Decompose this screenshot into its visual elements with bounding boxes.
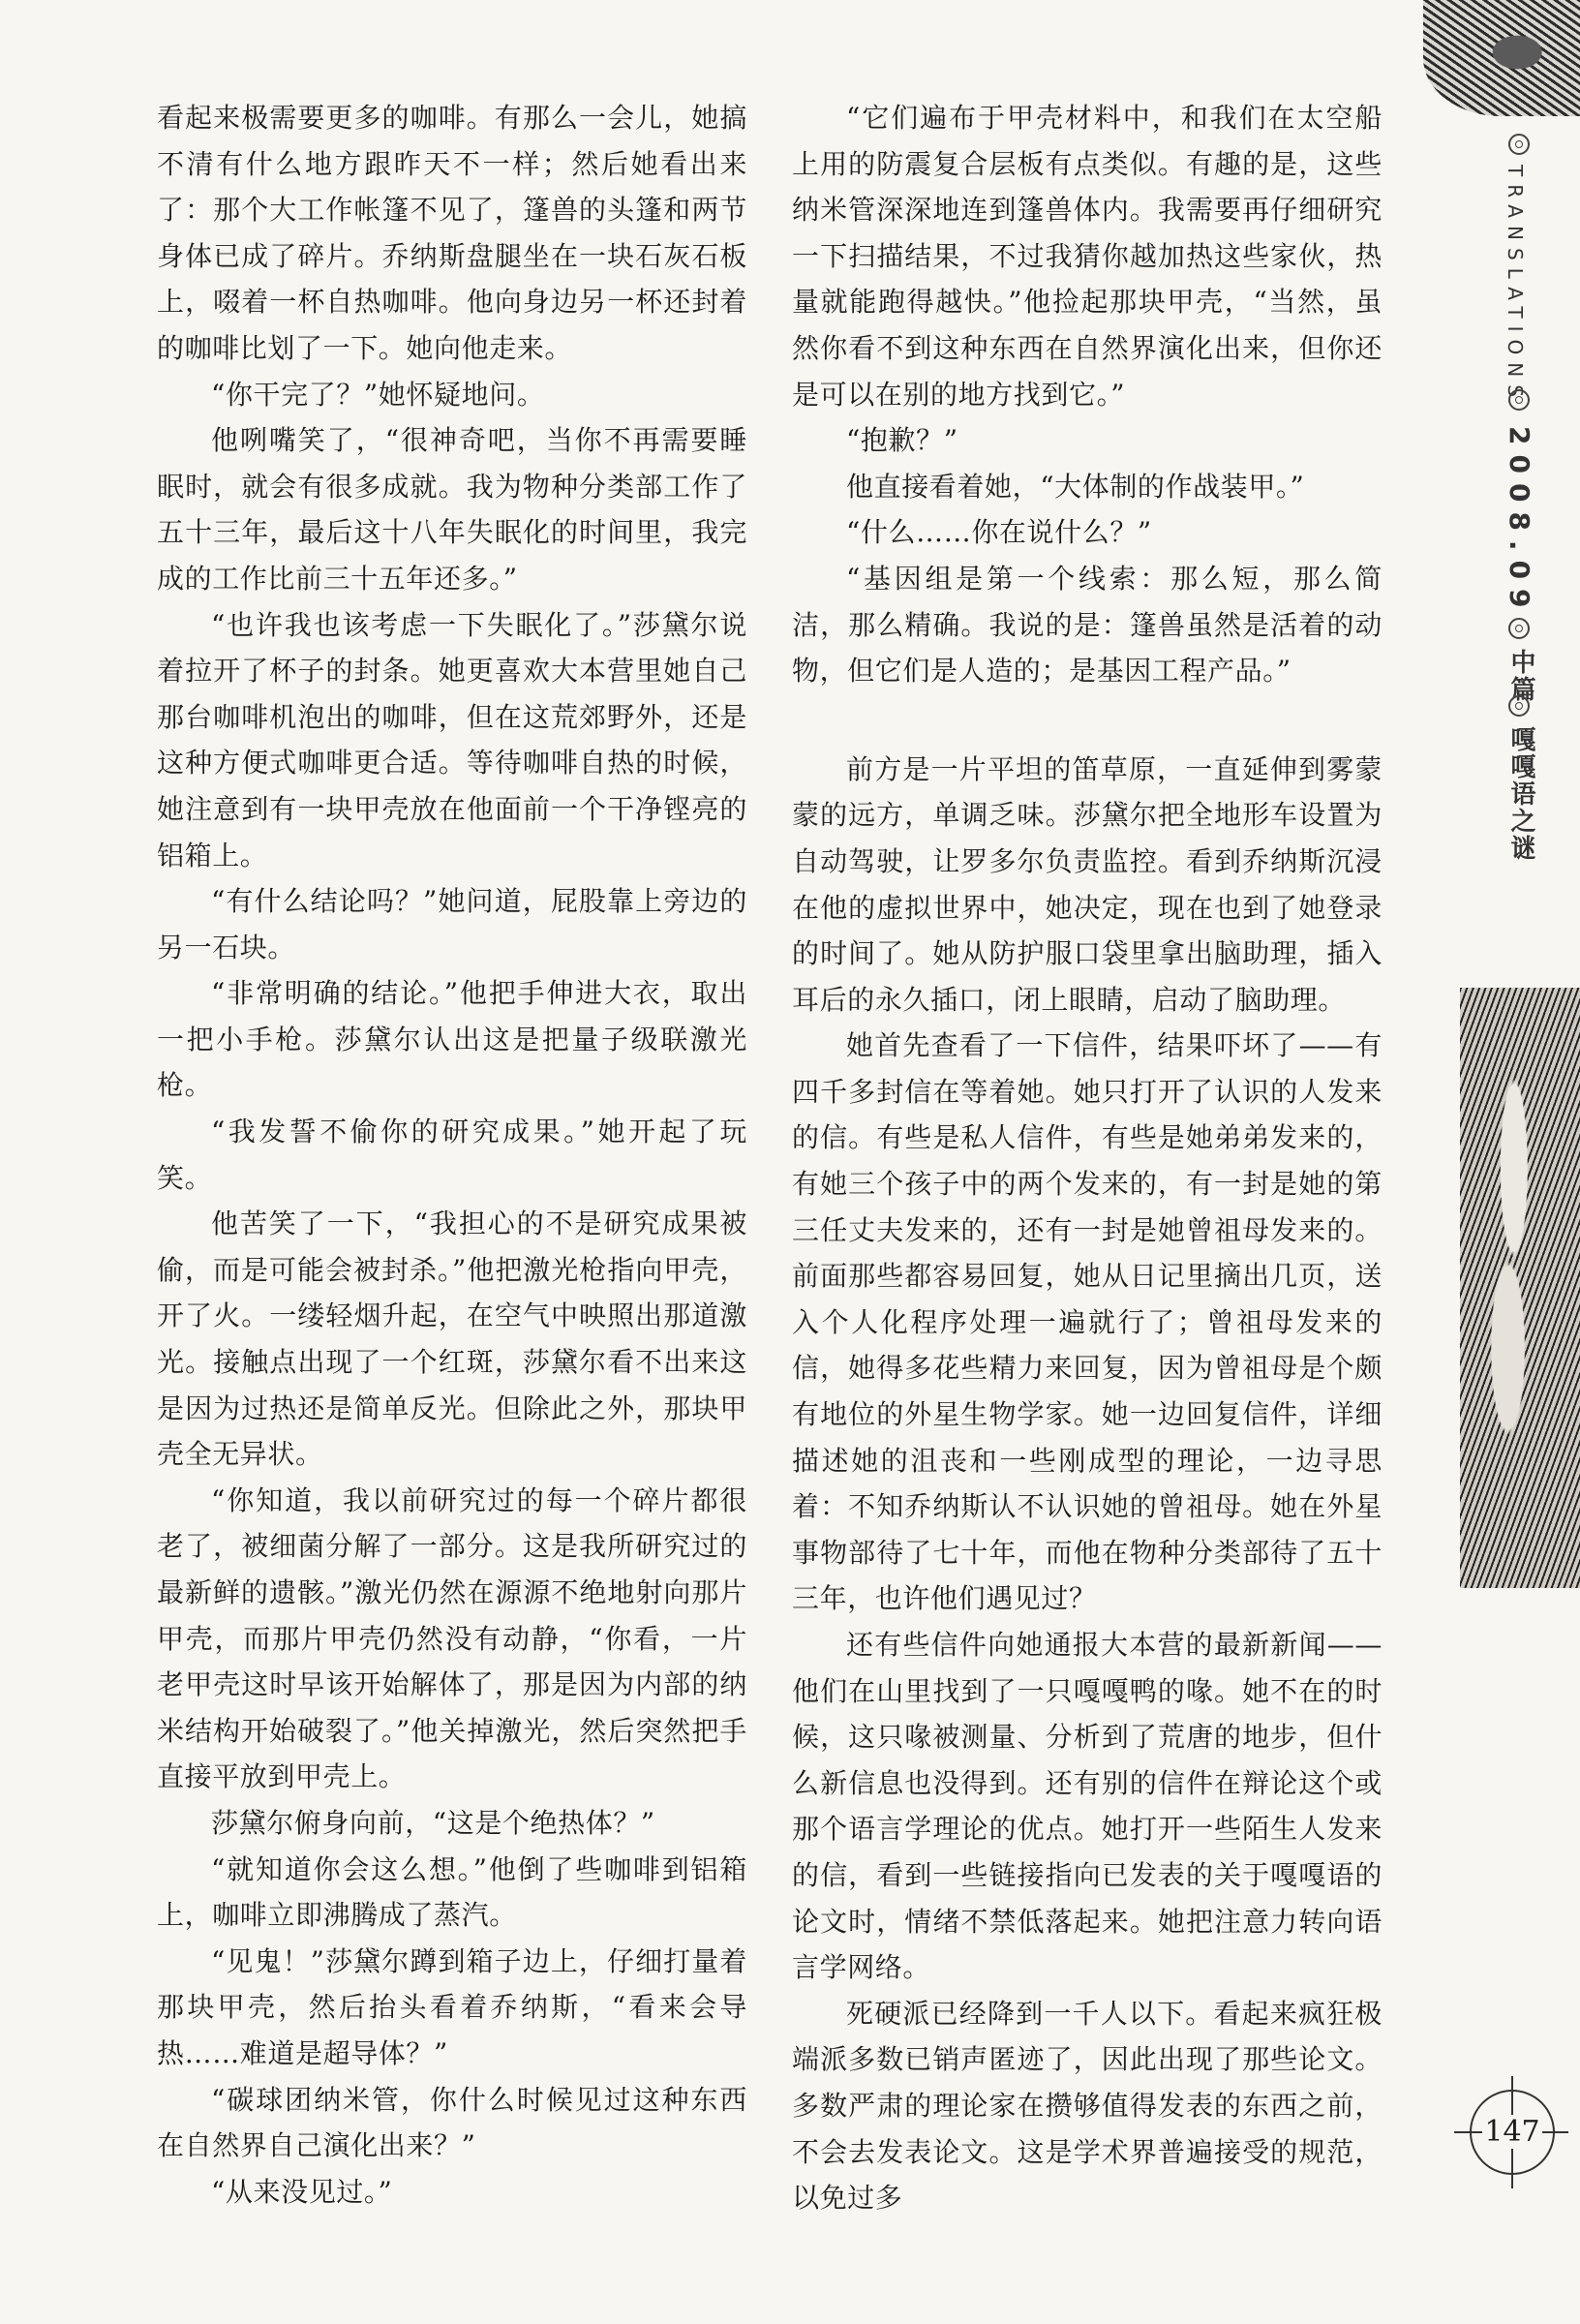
page-number-badge: [1470, 2090, 1555, 2175]
paragraph: “有什么结论吗？”她问道，屁股靠上旁边的另一石块。: [157, 885, 747, 963]
page-number: 147: [1484, 2115, 1540, 2149]
paragraph: 莎黛尔俯身向前，“这是个绝热体？”: [211, 1806, 655, 1839]
side-illustration: [1460, 988, 1580, 1588]
paragraph: “基因组是第一个线索：那么短，那么简洁，那么精确。我说的是：篷兽虽然是活着的动物，但它们是人造的；是基因工程产品。”: [792, 562, 1382, 688]
paragraph: 前方是一片平坦的笛草原，一直延伸到雾蒙蒙的远方，单调乏味。莎黛尔把全地形车设置为自动驾驶，让罗多尔负责监控。看到乔纳斯沉浸在他的虚拟世界中，她决定，现在也到了她登录的时间了。她从防护服口袋里拿出脑助理，插入耳后的永久插口，闭上眼睛，启动了脑助理。: [792, 752, 1382, 1016]
circle-ornament-icon: [1508, 618, 1530, 639]
paragraph: 死硬派已经降到一千人以下。看起来疯狂极端派多数已销声匿迹了，因此出现了那些论文。多数严肃的理论家在攒够值得发表的东西之前，不会去发表论文。这是学术界普遍接受的规范，以免过多: [792, 1997, 1382, 2215]
paragraph: 她首先查看了一下信件，结果吓坏了——有四千多封信在等着她。她只打开了认识的人发来的信。有些是私人信件，有些是她弟弟发来的，有她三个孩子中的两个发来的，有一封是她的第三任丈夫发来的，还有一封是她曾祖母发来的。前面那些都容易回复，她从日记里摘出几页，送入个人化程序处理一遍就行了；曾祖母发来的信，她得多花些精力来回复，因为曾祖母是个颇有地位的外星生物学家。她一边回复信件，详细描述她的沮丧和一些刚成型的理论，一边寻思着：不知乔纳斯认不认识她的曾祖母。她在外星事物部待了七十年，而他在物种分类部待了五十三年，也许他们遇见过？: [792, 1029, 1382, 1615]
paragraph: “它们遍布于甲壳材料中，和我们在太空船上用的防震复合层板有点类似。有趣的是，这些纳米管深深地连到篷兽体内。我需要再仔细研究一下扫描结果，不过我猜你越加热这些家伙，热量就能跑得越快。”他捡起那块甲壳，“当然，虽然你看不到这种东西在自然界演化出来，但你还是可以在别的地方找到它。”: [792, 102, 1382, 411]
paragraph: 还有些信件向她通报大本营的最新新闻——他们在山里找到了一只嘎嘎鸭的喙。她不在的时候，这只喙被测量、分析到了荒唐的地步，但什么新信息也没得到。还有别的信件在辩论这个或那个语言学理论的优点。她打开一些陌生人发来的信，看到一些链接指向已发表的关于嘎嘎语的论文时，情绪不禁低落起来。她把注意力转向语言学网络。: [792, 1629, 1382, 1984]
paragraph: “碳球团纳米管，你什么时候见过这种东西在自然界自己演化出来？”: [157, 2083, 747, 2162]
paragraph: “非常明确的结论。”他把手伸进大衣，取出一把小手枪。莎黛尔认出这是把量子级联激光枪。: [157, 977, 747, 1102]
paragraph: “见鬼！”莎黛尔蹲到箱子边上，仔细打量着那块甲壳，然后抬头看着乔纳斯，“看来会导热……难道是超导体？”: [157, 1944, 747, 2069]
circle-ornament-icon: [1508, 389, 1530, 411]
section-break: [792, 694, 1382, 747]
paragraph: “你干完了？”她怀疑地问。: [211, 378, 545, 411]
paragraph: 他咧嘴笑了，“很神奇吧，当你不再需要睡眠时，就会有很多成就。我为物种分类部工作了五十三年，最后这十八年失眠化的时间里，我完成的工作比前三十五年还多。”: [157, 424, 747, 595]
series-label: TRANSLATIONS: [1504, 165, 1527, 405]
left-text-column: [157, 95, 747, 2215]
issue-label: 2008.09: [1504, 426, 1535, 618]
right-text-column: [792, 95, 1382, 2221]
paragraph: “什么……你在说什么？”: [846, 516, 1152, 549]
paragraph: “我发誓不偷你的研究成果。”她开起了玩笑。: [157, 1116, 747, 1194]
circle-ornament-icon: [1508, 134, 1530, 155]
paragraph: “你知道，我以前研究过的每一个碎片都很老了，被细菌分解了一部分。这是我所研究过的最新鲜的遗骸。”激光仍然在源源不绝地射向那片甲壳，而那片甲壳仍然没有动静，“你看，一片老甲壳这时早该开始解体了，那是因为内部的纳米结构开始破裂了。”他关掉激光，然后突然把手直接平放到甲壳上。: [157, 1483, 747, 1793]
paragraph: “也许我也该考虑一下失眠化了。”莎黛尔说着拉开了杯子的封条。她更喜欢大本营里她自己那台咖啡机泡出的咖啡，但在这荒郊野外，还是这种方便式咖啡更合适。等待咖啡自热的时候，她注意到有一块甲壳放在他面前一个干净铿亮的铝箱上。: [157, 608, 747, 872]
column-label: 中篇: [1506, 649, 1535, 703]
top-illustration: [1423, 0, 1580, 116]
paragraph: “抱歉？”: [846, 424, 958, 457]
paragraph: “从来没见过。”: [211, 2175, 393, 2208]
paragraph: 他直接看着她，“大体制的作战装甲。”: [846, 470, 1305, 503]
page-sidebar: [1496, 107, 1554, 978]
paragraph: 看起来极需要更多的咖啡。有那么一会儿，她搞不清有什么地方跟昨天不一样；然后她看出来了：那个大工作帐篷不见了，篷兽的头篷和两节身体已成了碎片。乔纳斯盘腿坐在一块石灰石板上，啜着一杯自热咖啡。他向身边另一杯还封着的咖啡比划了一下。她向他走来。: [157, 102, 747, 364]
story-title-label: 嘎嘎语之谜: [1506, 726, 1535, 862]
circle-ornament-icon: [1508, 695, 1530, 717]
paragraph: “就知道你会这么想。”他倒了些咖啡到铝箱上，咖啡立即沸腾成了蒸汽。: [157, 1852, 747, 1932]
paragraph: 他苦笑了一下，“我担心的不是研究成果被偷，而是可能会被封杀。”他把激光枪指向甲壳，开了火。一缕轻烟升起，在空气中映照出那道激光。接触点出现了一个红斑，莎黛尔看不出来这是因为过热还是简单反光。但除此之外，那块甲壳全无异状。: [157, 1208, 747, 1471]
